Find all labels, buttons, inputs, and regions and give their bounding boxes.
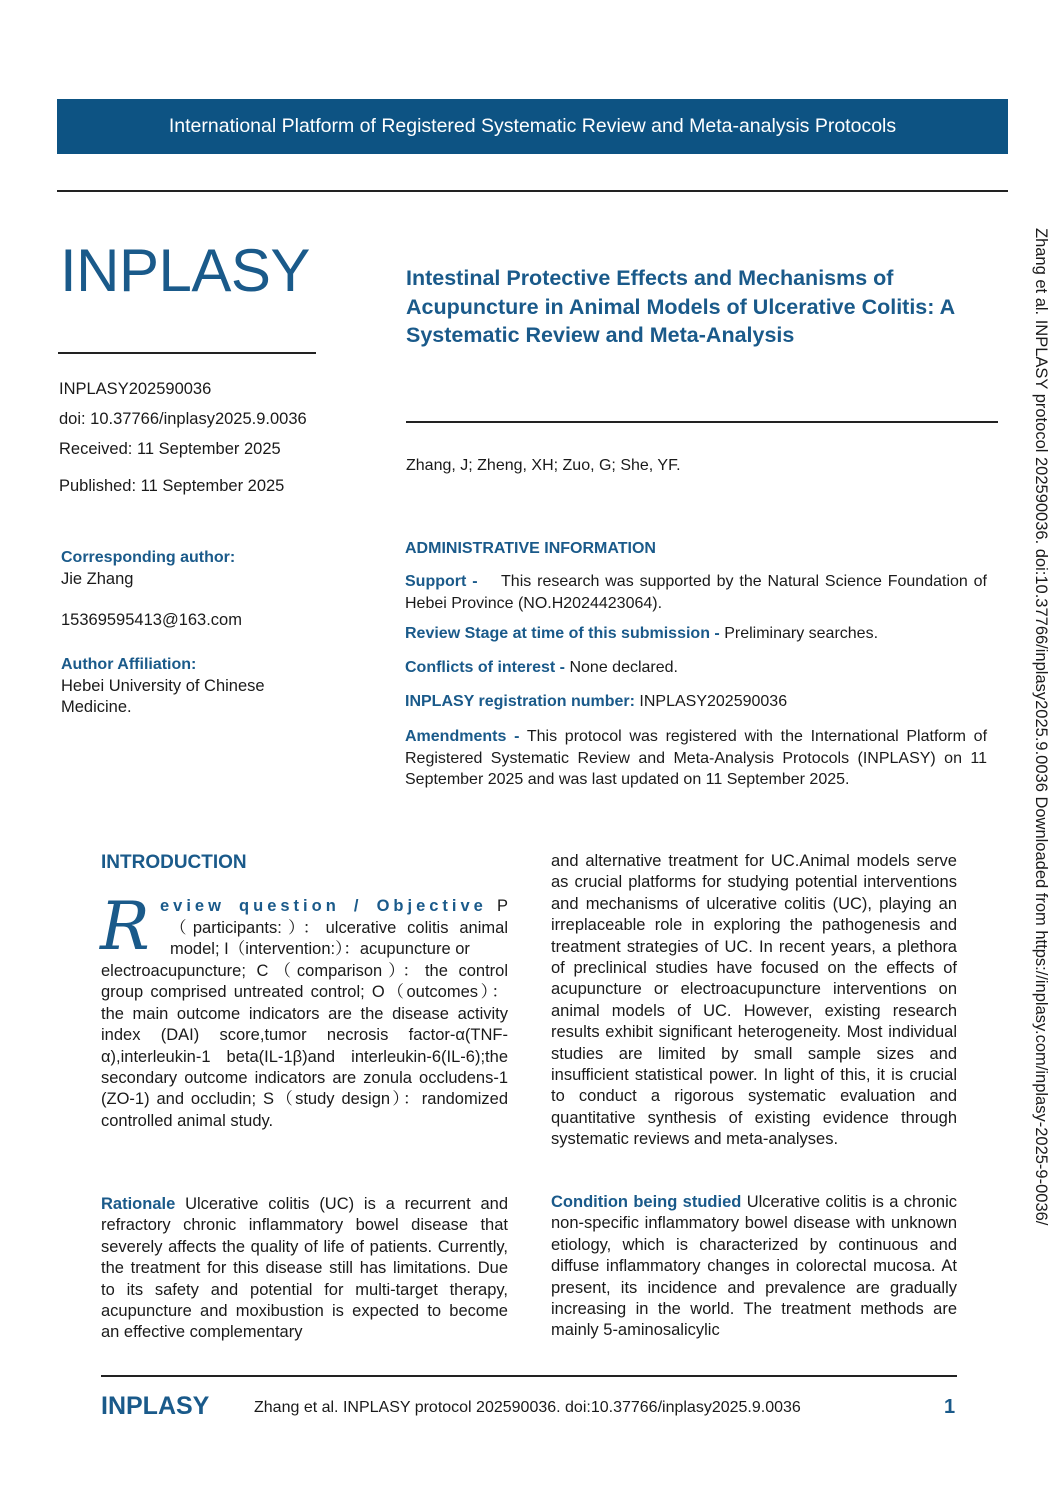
registration-number: INPLASY202590036 xyxy=(639,693,788,710)
review-question-intro: （participants:）：ulcerative colitis animal model; I（intervention:）：acupuncture or xyxy=(170,919,508,959)
amendments-text: This protocol was registered with the International Platform of Registered Systematic Review and Meta-Analysis Protocols (INPLASY) on 11 September 2025 and was last updated on 11 September 2025. xyxy=(405,728,988,788)
conflicts-label: Conflicts of interest - xyxy=(405,659,566,676)
download-sidebar xyxy=(1024,228,1050,1376)
registration-label: INPLASY registration number: xyxy=(405,693,635,710)
footer-brand: INPLASY xyxy=(101,1392,210,1420)
corresponding-name: Jie Zhang xyxy=(61,569,134,588)
review-question-first: P xyxy=(496,897,508,915)
stage-text: Preliminary searches. xyxy=(724,625,879,642)
review-question-body: electroacupuncture; C（comparison）：the control group comprised untreated control; O（outcomes）：the main outcome indicators are the disease activity index (DAI) score,tumor necrosis factor-α(TNF-α),interleukin-1 beta(IL-1β)and interleukin-6(IL-6);the secondary outcome indicators are zonula occludens-1 (ZO-1) and occludin; S（study design）：randomized controlled animal study. xyxy=(101,962,508,1130)
page-number: 1 xyxy=(944,1396,956,1418)
admin-heading xyxy=(405,538,987,560)
admin-conflicts xyxy=(405,657,987,679)
received-date: Received: 11 September 2025 xyxy=(59,440,281,458)
corresponding-heading: Corresponding author: xyxy=(61,549,236,566)
registration-id: INPLASY202590036 xyxy=(59,380,212,398)
article-title: Intestinal Protective Effects and Mechanisms of Acupuncture in Animal Models of Ulcerative Colitis: A Systematic Review and Meta-Analysis xyxy=(406,266,955,347)
title-rule xyxy=(406,421,998,423)
support-text: This research was supported by the Natural Science Foundation of Hebei Province (NO.H2024423064). xyxy=(405,573,988,612)
condition-label: Condition being studied xyxy=(551,1193,742,1211)
doi: doi: 10.37766/inplasy2025.9.0036 xyxy=(59,410,307,428)
corresponding-email: 15369595413@163.com xyxy=(61,611,242,629)
rationale-label: Rationale xyxy=(101,1195,176,1213)
author-affiliation xyxy=(61,654,321,719)
admin-review-stage xyxy=(405,623,987,645)
affiliation-heading: Author Affiliation: xyxy=(61,656,197,673)
rationale-paragraph xyxy=(101,1194,508,1344)
review-question-label xyxy=(160,897,508,916)
banner-text: International Platform of Registered Systematic Review and Meta-analysis Protocols xyxy=(168,115,897,137)
journal-brand: INPLASY xyxy=(60,237,310,304)
affiliation-text: Hebei University of Chinese Medicine. xyxy=(61,676,265,716)
condition-paragraph xyxy=(551,1192,957,1342)
drop-cap: R xyxy=(100,888,150,965)
review-question-heading: eview question / Objective xyxy=(160,897,487,915)
rationale-continued: and alternative treatment for UC.Animal models serve as crucial platforms for studying potential interventions and mechanisms of ulcerative colitis (UC), playing an irreplaceable role in exploring the pathogenesis and treatment strategies of UC. In recent years, a plethora of preclinical studies have focused on the effects of acupuncture or electroacupuncture interventions on animal models of UC. However, existing research results exhibit significant heterogeneity. Most individual studies are limited by small sample sizes and insufficient statistical power. In light of this, it is crucial to conduct a rigorous systematic evaluation and quantitative synthesis of existing evidence through systematic reviews and meta-analyses. xyxy=(551,852,957,1149)
footer-rule xyxy=(101,1375,957,1377)
platform-banner xyxy=(57,99,1008,154)
top-rule xyxy=(57,190,1008,192)
stage-label: Review Stage at time of this submission - xyxy=(405,625,720,642)
admin-support xyxy=(405,571,987,614)
author-list: Zhang, J; Zheng, XH; Zuo, G; She, YF. xyxy=(406,457,681,474)
admin-registration xyxy=(405,691,987,713)
footer-citation: Zhang et al. INPLASY protocol 202590036. doi:10.37766/inplasy2025.9.0036 xyxy=(254,1399,801,1416)
introduction-heading: INTRODUCTION xyxy=(101,852,247,873)
corresponding-author xyxy=(61,547,321,632)
published-date: Published: 11 September 2025 xyxy=(59,477,285,495)
brand-rule xyxy=(58,352,316,354)
admin-amendments xyxy=(405,726,987,791)
conflicts-text: None declared. xyxy=(569,659,678,676)
admin-heading-text: ADMINISTRATIVE INFORMATION xyxy=(405,540,656,557)
support-label: Support - xyxy=(405,573,478,590)
condition-text: Ulcerative colitis is a chronic non-specific inflammatory bowel disease with unknown etiology, which is characterized by continuous and diffuse inflammatory changes in colorectal mucosa. At present, its incidence and prevalence are gradually increasing in the world. The treatment methods are mainly 5-aminosalicylic xyxy=(551,1193,957,1340)
rationale-text: Ulcerative colitis (UC) is a recurrent and refractory chronic inflammatory bowel disease that severely affects the quality of life of patients. Currently, the treatment for this disease still has limitations. Due to its safety and potential for multi-target therapy, acupuncture and moxibustion is expected to become an effective complementary xyxy=(101,1195,508,1342)
download-notice: Zhang et al. INPLASY protocol 202590036. doi:10.37766/inplasy2025.9.0036 Downloaded from https://inplasy.com/inplasy-2025-9-0036/ xyxy=(1032,228,1050,1226)
amendments-label: Amendments - xyxy=(405,728,520,745)
